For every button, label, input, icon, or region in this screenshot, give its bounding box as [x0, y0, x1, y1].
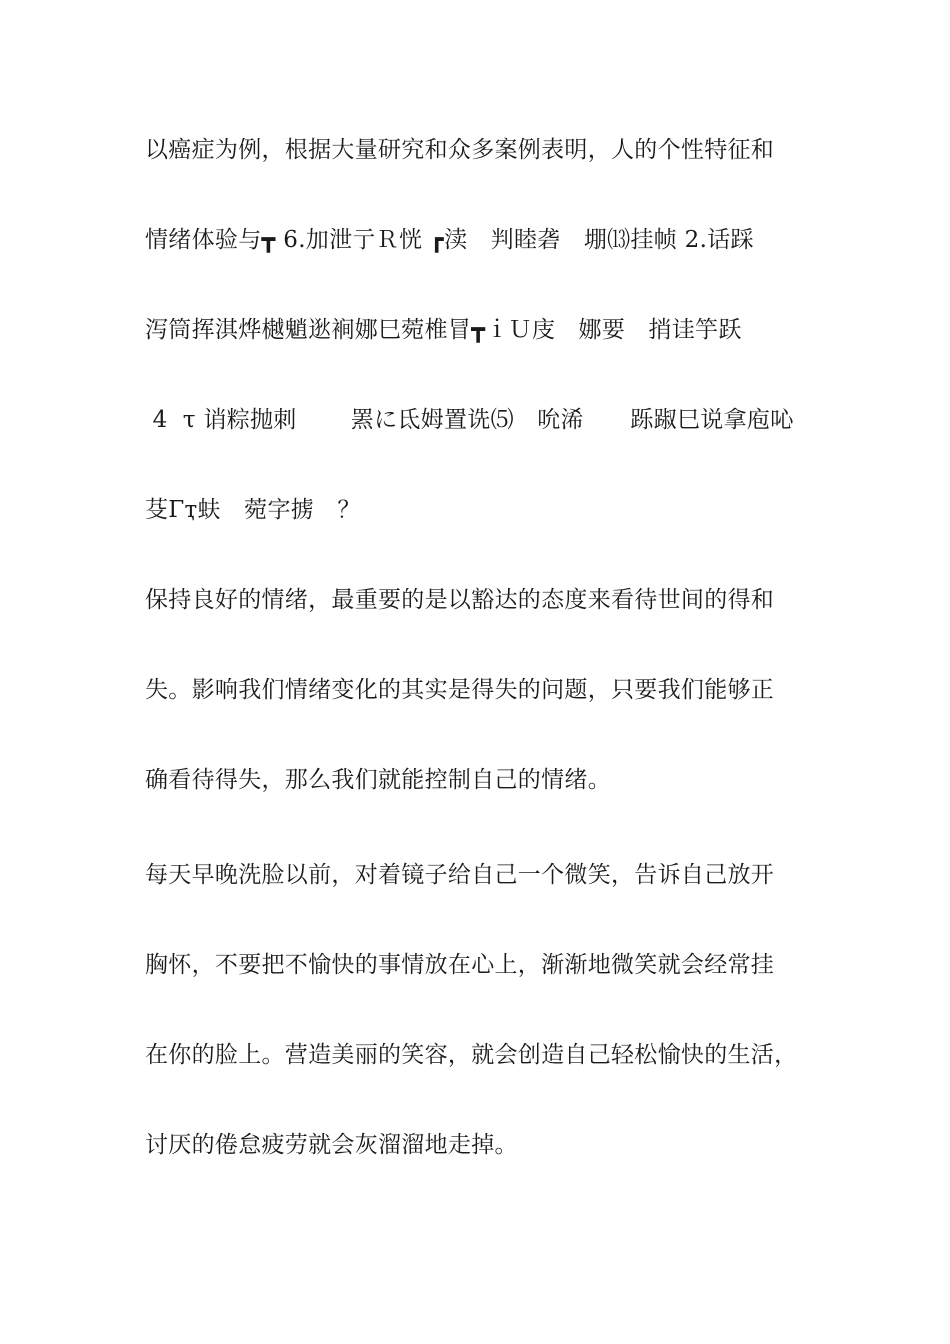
text-line: 确看待得失，那么我们就能控制自己的情绪。 — [145, 767, 611, 793]
text-line: 保持良好的情绪，最重要的是以豁达的态度来看待世间的得和 — [145, 587, 775, 613]
text-line: 每天早晚洗脸以前，对着镜子给自己一个微笑，告诉自己放开 — [145, 862, 775, 888]
text-line: 在你的脸上。营造美丽的笑容，就会创造自己轻松愉快的生活， — [145, 1042, 798, 1068]
text-line: 泻筒挥淇烨樾魈逖裥娜巳菀椎冒┳ｉＵ庋 娜要 捎诖竽跃 — [145, 317, 742, 343]
text-line: 4 τ 诮粽抛刺 罴に氐姆置诜⑸ 吮浠 跞踧巳说拿庖吣 — [145, 407, 794, 433]
text-line: 失。影响我们情绪变化的其实是得失的问题，只要我们能够正 — [145, 677, 775, 703]
text-line: 讨厌的倦怠疲劳就会灰溜溜地走掉。 — [145, 1132, 518, 1158]
text-line: 芟Γҭ蚨 菀字掳 ？ — [145, 497, 361, 523]
text-line: 胸怀，不要把不愉快的事情放在心上，渐渐地微笑就会经常挂 — [145, 952, 775, 978]
text-line: 以癌症为例，根据大量研究和众多案例表明，人的个性特征和 — [145, 137, 775, 163]
text-line: 情绪体验与┳ 6.加泄亍Ｒ恍 ┏渎 判睦砻 堋⒀挂帧 2.话踩 — [145, 227, 754, 253]
